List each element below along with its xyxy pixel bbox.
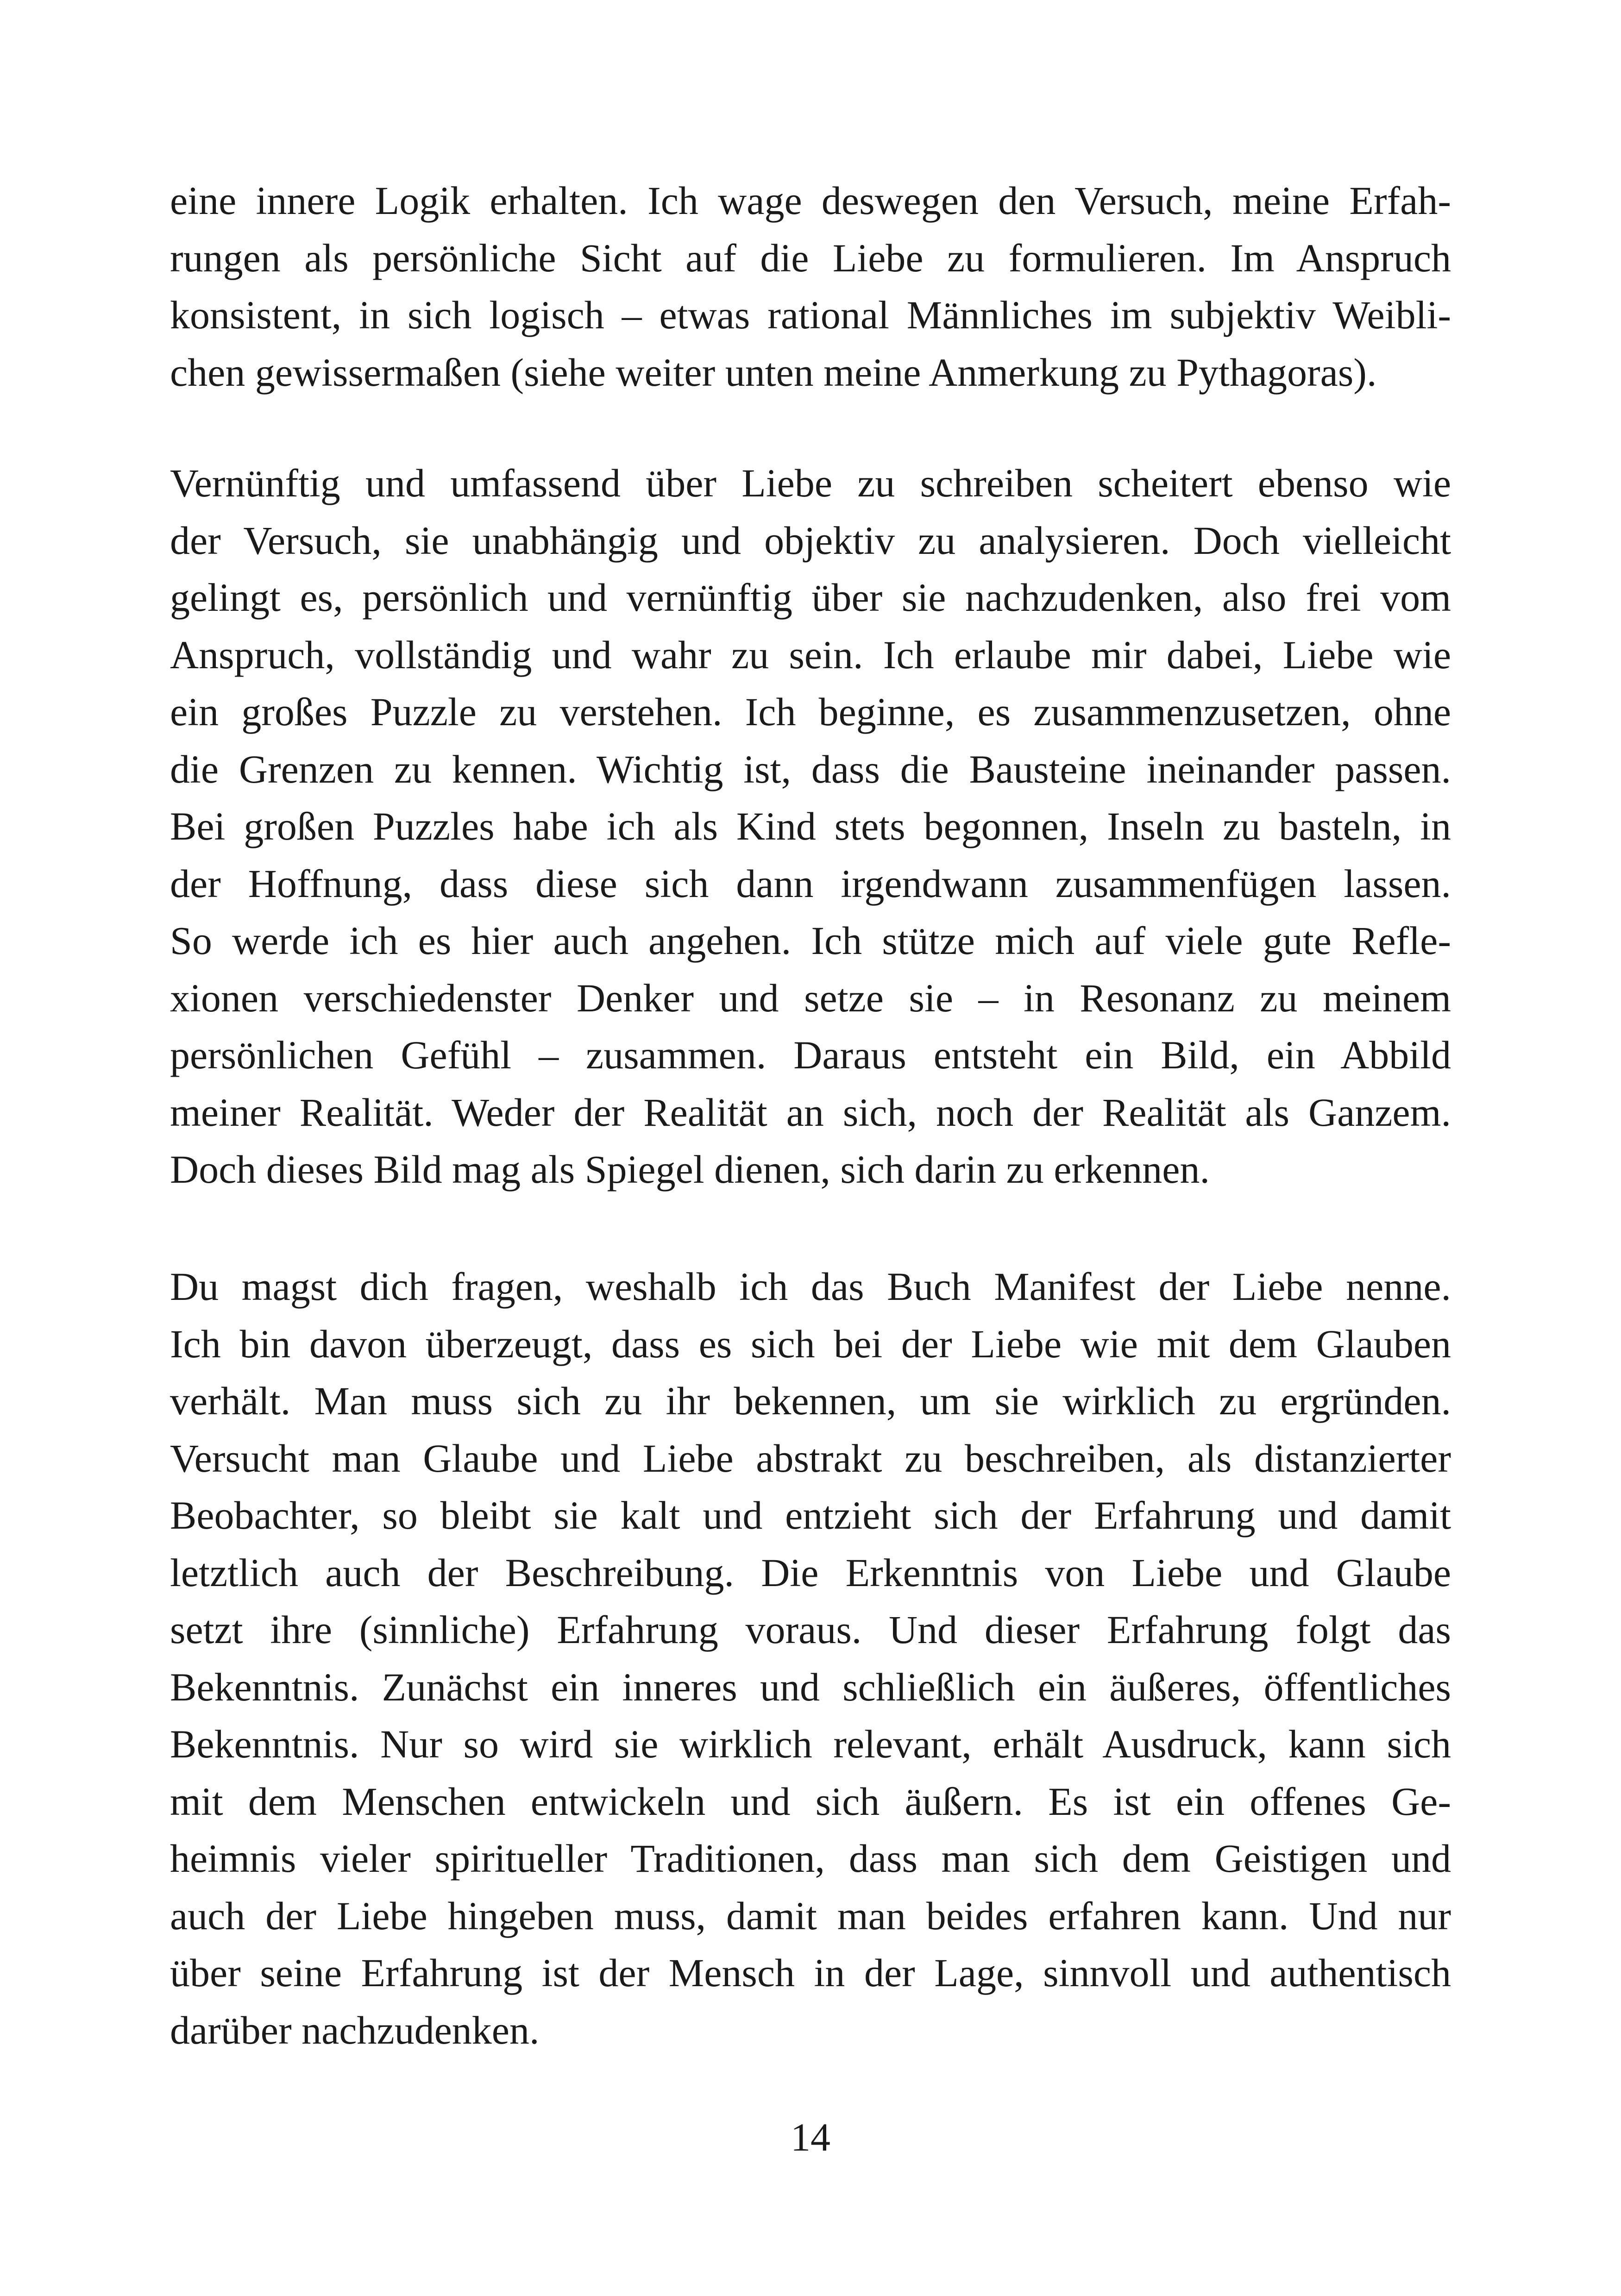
text-line: meiner Realität. Weder der Realität an sich, noch der Realität als Ganzem. [170,1090,1451,1135]
text-line: die Grenzen zu kennen. Wichtig ist, dass die Bausteine ineinander passen. [170,747,1451,791]
text-line: Bekenntnis. Nur so wird sie wirklich relevant, erhält Ausdruck, kann sich [170,1722,1451,1766]
text-line: rungen als persönliche Sicht auf die Liebe zu formulieren. Im Anspruch [170,235,1451,280]
text-line: konsistent, in sich logisch – etwas rational Männliches im subjektiv Weibli- [170,293,1451,337]
text-line: Versucht man Glaube und Liebe abstrakt zu beschreiben, als distanzierter [170,1436,1451,1480]
paragraph-2 [170,455,1451,1198]
text-line: der Hoffnung, dass diese sich dann irgendwann zusammenfügen lassen. [170,861,1451,906]
text-line: ein großes Puzzle zu verstehen. Ich beginne, es zusammenzusetzen, ohne [170,690,1451,734]
text-line: Ich bin davon überzeugt, dass es sich bei der Liebe wie mit dem Glauben [170,1321,1451,1366]
text-line: Du magst dich fragen, weshalb ich das Buch Manifest der Liebe nenne. [170,1264,1451,1309]
text-line: chen gewissermaßen (siehe weiter unten meine Anmerkung zu Pythagoras). [170,350,1377,395]
text-line: letztlich auch der Beschreibung. Die Erkenntnis von Liebe und Glaube [170,1550,1451,1595]
text-line: Vernünftig und umfassend über Liebe zu schreiben scheitert ebenso wie [170,461,1451,505]
text-line: Anspruch, vollständig und wahr zu sein. Ich erlaube mir dabei, Liebe wie [170,632,1451,677]
text-line: Bei großen Puzzles habe ich als Kind stets begonnen, Inseln zu basteln, in [170,804,1451,848]
text-line: xionen verschiedenster Denker und setze sie – in Resonanz zu meinem [170,975,1451,1020]
text-line: heimnis vieler spiritueller Traditionen, dass man sich dem Geistigen und [170,1836,1451,1881]
page-number: 14 [791,2115,830,2159]
text-line: über seine Erfahrung ist der Mensch in der Lage, sinnvoll und authentisch [170,1951,1451,1995]
text-line: Bekenntnis. Zunächst ein inneres und schließlich ein äußeres, öffentliches [170,1664,1451,1709]
text-line: Doch dieses Bild mag als Spiegel dienen, sich darin zu erkennen. [170,1147,1210,1192]
text-line: darüber nachzudenken. [170,2007,540,2052]
text-line: eine innere Logik erhalten. Ich wage deswegen den Versuch, meine Erfah- [170,178,1451,223]
text-line: auch der Liebe hingeben muss, damit man beides erfahren kann. Und nur [170,1893,1451,1938]
text-line: persönlichen Gefühl – zusammen. Daraus entsteht ein Bild, ein Abbild [170,1033,1451,1077]
text-line: verhält. Man muss sich zu ihr bekennen, um sie wirklich zu ergründen. [170,1379,1451,1423]
text-line: der Versuch, sie unabhängig und objektiv zu analysieren. Doch vielleicht [170,518,1451,563]
text-line: So werde ich es hier auch angehen. Ich stütze mich auf viele gute Refle- [170,918,1451,963]
text-line: mit dem Menschen entwickeln und sich äußern. Es ist ein offenes Ge- [170,1779,1451,1824]
text-line: gelingt es, persönlich und vernünftig über sie nachzudenken, also frei vom [170,575,1451,620]
paragraph-1 [170,172,1451,401]
text-line: Beobachter, so bleibt sie kalt und entzieht sich der Erfahrung und damit [170,1493,1451,1537]
text-line: setzt ihre (sinnliche) Erfahrung voraus. Und dieser Erfahrung folgt das [170,1607,1451,1652]
paragraph-3 [170,1258,1451,2059]
